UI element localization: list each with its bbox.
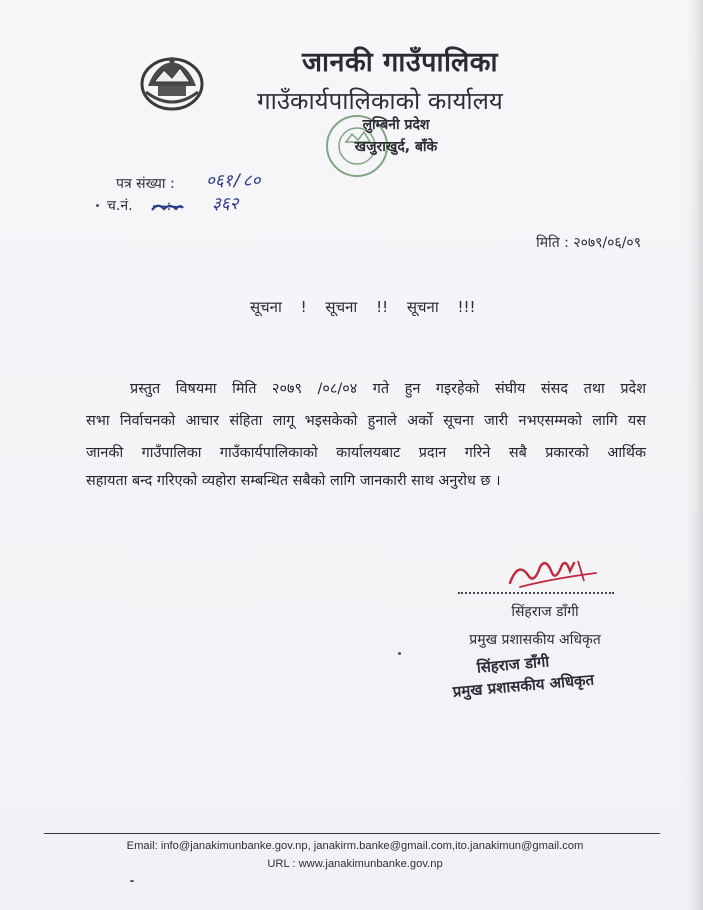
paper-speck bbox=[130, 880, 134, 882]
scribble-strike-icon bbox=[150, 200, 184, 214]
dispatch-number-value: ३६२ bbox=[212, 194, 239, 214]
name-stamp bbox=[450, 647, 603, 702]
page-edge-shadow bbox=[685, 0, 703, 910]
province-line: लुम्बिनी प्रदेश bbox=[362, 117, 430, 133]
letter-number-value: ०६१/८० bbox=[206, 171, 261, 191]
notice-heading: सूचना ! सूचना !! सूचना !!! bbox=[250, 298, 476, 316]
body-line-4: सहायता बन्द गरिएको व्यहोरा सम्बन्धित सबैको लागि जानकारी साथ अनुरोध छ । bbox=[86, 473, 501, 489]
letter-date bbox=[536, 233, 641, 252]
office-title: जानकी गाउँपालिका bbox=[302, 47, 498, 78]
stamp-designation: प्रमुख प्रशासकीय अधिकृत bbox=[452, 670, 595, 701]
stamp-name: सिंहराज डाँगी bbox=[475, 652, 550, 677]
office-subtitle: गाउँकार्यपालिकाको कार्यालय bbox=[257, 87, 503, 115]
footer-divider bbox=[44, 833, 660, 834]
signatory-name: सिंहराज डाँगी bbox=[511, 604, 579, 620]
footer-url-line: URL : www.janakimunbanke.gov.np bbox=[267, 858, 443, 870]
date-label: मिति : bbox=[536, 235, 569, 251]
body-line-1: प्रस्तुत विषयमा मिति २०७९ /०८/०४ गते हुन गइरहेको संघीय संसद तथा प्रदेश bbox=[130, 381, 646, 397]
signatory-designation: प्रमुख प्रशासकीय अधिकृत bbox=[469, 632, 601, 648]
footer-email-line: Email: info@janakimunbanke.gov.np, janakirm.banke@gmail.com,ito.janakimun@gmail.com bbox=[126, 840, 584, 852]
nepal-emblem-icon bbox=[136, 52, 208, 112]
location-line: खजुराखुर्द, बाँके bbox=[354, 139, 438, 155]
dispatch-number-label-text: च.नं. bbox=[107, 198, 133, 214]
paper-speck bbox=[398, 652, 401, 655]
body-line-2: सभा निर्वाचनको आचार संहिता लागू भइसकेको हुनाले अर्को सूचना जारी नभएसम्मको लागि यस bbox=[86, 413, 646, 429]
signature-dotted-line bbox=[458, 592, 614, 594]
letter-number-label: पत्र संख्या : bbox=[116, 176, 175, 192]
date-value: २०७९/०६/०९ bbox=[573, 235, 641, 251]
body-line-3: जानकी गाउँपालिका गाउँकार्यपालिकाको कार्यालयबाट प्रदान गरिने सबै प्रकारको आर्थिक bbox=[86, 445, 646, 461]
handwritten-signature-icon bbox=[500, 553, 610, 597]
